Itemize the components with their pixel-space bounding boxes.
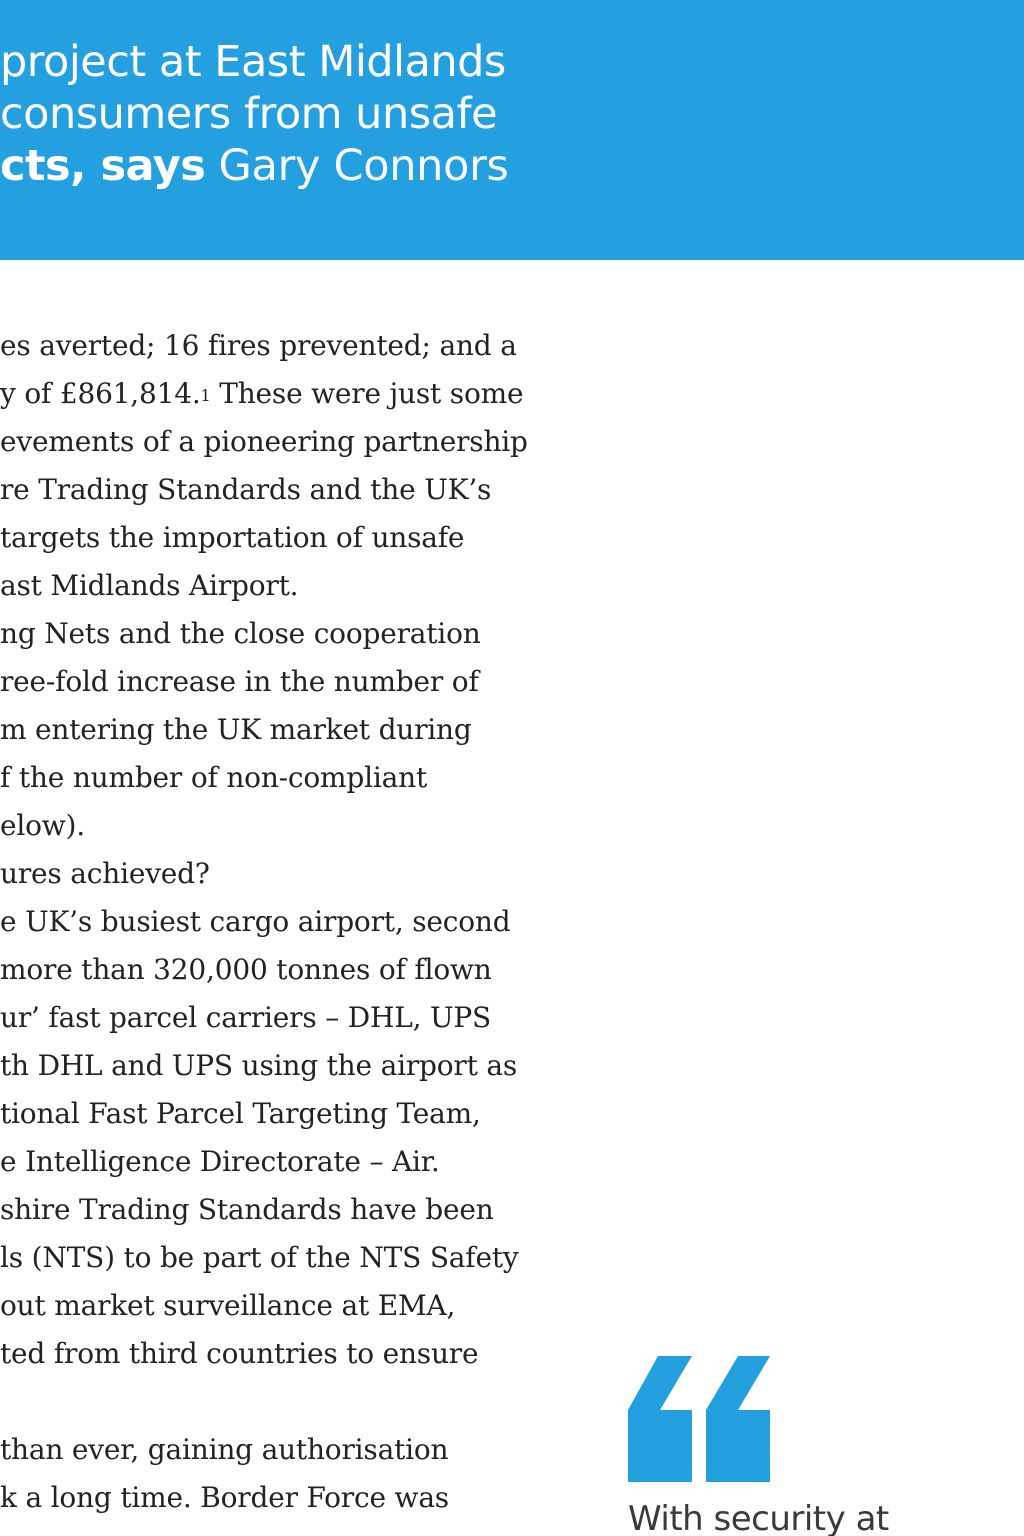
quote-mark-icon <box>628 1356 772 1482</box>
body-line: ures achieved? <box>0 857 210 890</box>
body-line: more than 320,000 tonnes of flown <box>0 953 492 986</box>
headline-line-3 <box>0 140 509 192</box>
headline-line-3-bold: cts, says <box>0 141 206 191</box>
body-line-text: These were just some <box>210 377 524 410</box>
body-line: ted from third countries to ensure <box>0 1337 479 1370</box>
body-line: elow). <box>0 809 85 842</box>
body-line: es averted; 16 fires prevented; and a <box>0 329 517 362</box>
body-line: tional Fast Parcel Targeting Team, <box>0 1097 481 1130</box>
footnote-ref[interactable]: 1 <box>200 386 211 405</box>
body-line-text: y of £861,814. <box>0 377 201 410</box>
body-line: shire Trading Standards have been <box>0 1193 494 1226</box>
body-line: ree-fold increase in the number of <box>0 665 479 698</box>
quote-mark-left <box>628 1356 692 1482</box>
body-line: m entering the UK market during <box>0 713 472 746</box>
body-line: ls (NTS) to be part of the NTS Safety <box>0 1241 519 1274</box>
body-line <box>0 370 600 418</box>
article-body <box>0 322 600 1522</box>
author-byline: Gary Connors <box>218 141 509 191</box>
body-line: ng Nets and the close cooperation <box>0 617 481 650</box>
headline-line-2: consumers from unsafe <box>0 89 498 139</box>
body-line: e Intelligence Directorate – Air. <box>0 1145 440 1178</box>
body-line: re Trading Standards and the UK’s <box>0 473 492 506</box>
body-line: k a long time. Border Force was <box>0 1481 449 1514</box>
body-line: ast Midlands Airport. <box>0 569 299 602</box>
quote-mark-right <box>706 1356 770 1482</box>
body-line: evements of a pioneering partnership <box>0 425 528 458</box>
body-line: out market surveillance at EMA, <box>0 1289 456 1322</box>
pullquote: With security at <box>628 1499 889 1536</box>
body-line: ur’ fast parcel carriers – DHL, UPS <box>0 1001 492 1034</box>
body-line: f the number of non-compliant <box>0 761 428 794</box>
header-band <box>0 0 1024 260</box>
headline-line-1: project at East Midlands <box>0 37 506 87</box>
body-line: than ever, gaining authorisation <box>0 1433 449 1466</box>
body-line: th DHL and UPS using the airport as <box>0 1049 518 1082</box>
body-line: e UK’s busiest cargo airport, second <box>0 905 511 938</box>
body-line: targets the importation of unsafe <box>0 521 465 554</box>
